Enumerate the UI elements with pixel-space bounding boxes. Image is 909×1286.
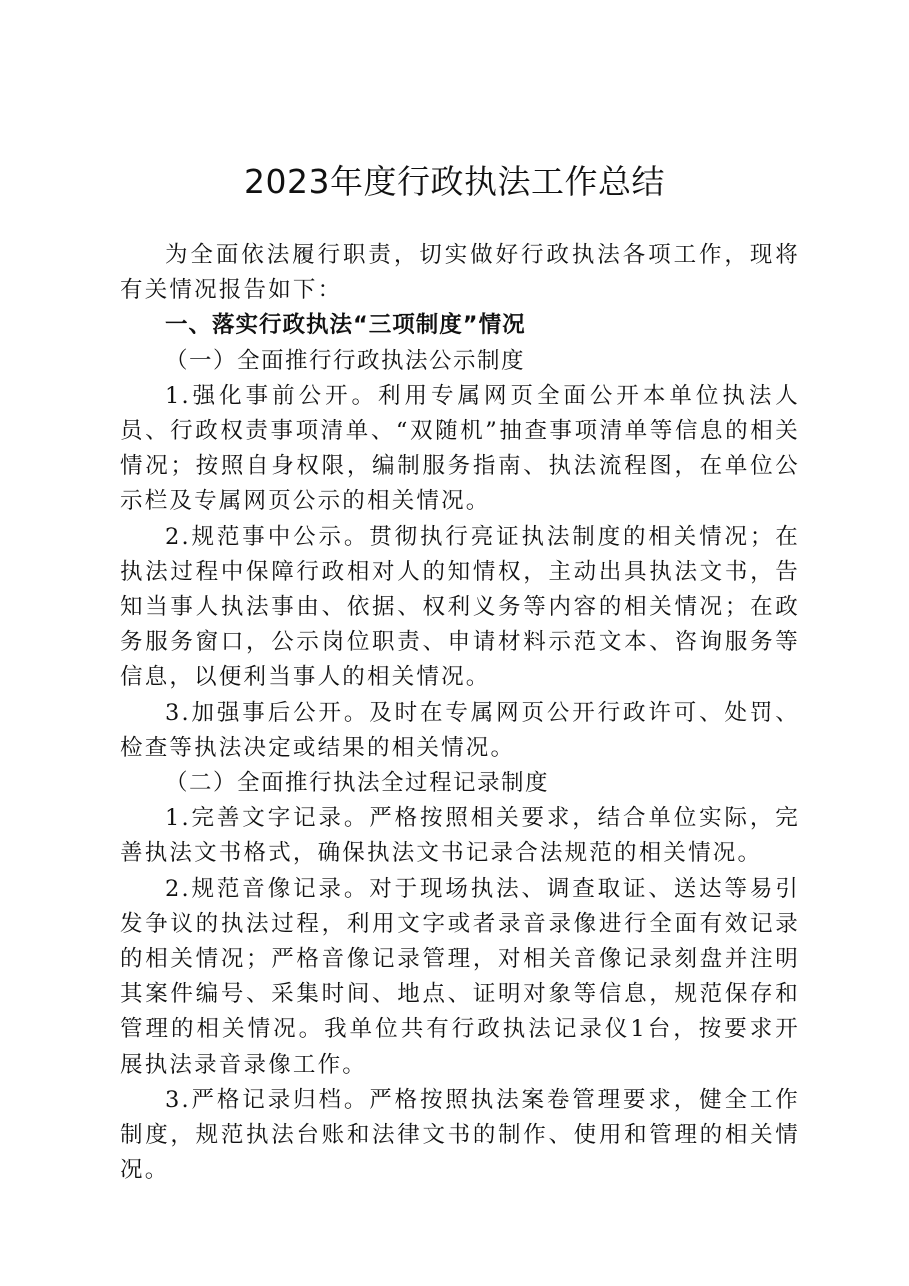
body-paragraph: 2.规范事中公示。贯彻执行亮证执法制度的相关情况；在执法过程中保障行政相对人的知情权，主动出具执法文书，告知当事人执法事由、依据、权利义务等内容的相关情况；在政务服务窗口，公示岗位职责、申请材料示范文本、咨询服务等信息，以便利当事人的相关情况。: [120, 523, 800, 691]
body-paragraph: 3.加强事后公开。及时在专属网页公开行政许可、处罚、检查等执法决定或结果的相关情况。: [120, 699, 800, 761]
subsection-heading: （一）全面推行行政执法公示制度: [165, 347, 526, 374]
body-paragraph: 2.规范音像记录。对于现场执法、调查取证、送达等易引发争议的执法过程，利用文字或者录音录像进行全面有效记录的相关情况；严格音像记录管理，对相关音像记录刻盘并注明其案件编号、采集时间、地点、证明对象等信息，规范保存和管理的相关情况。我单位共有行政执法记录仪1台，按要求开展执法录音录像工作。: [120, 875, 800, 1078]
document-body: [120, 238, 800, 1188]
subsection-heading: （二）全面推行执法全过程记录制度: [165, 770, 550, 797]
intro-paragraph: 为全面依法履行职责，切实做好行政执法各项工作，现将有关情况报告如下：: [120, 242, 800, 304]
body-paragraph: 3.严格记录归档。严格按照执法案卷管理要求，健全工作制度，规范执法台账和法律文书的制作、使用和管理的相关情况。: [120, 1086, 800, 1184]
section-heading: 一、落实行政执法“三项制度”情况: [165, 312, 526, 339]
body-paragraph: 1.完善文字记录。严格按照相关要求，结合单位实际，完善执法文书格式，确保执法文书记录合法规范的相关情况。: [120, 805, 800, 867]
document-title: 2023年度行政执法工作总结: [244, 162, 665, 201]
body-paragraph: 1.强化事前公开。利用专属网页全面公开本单位执法人员、行政权责事项清单、“双随机”抽查事项清单等信息的相关情况；按照自身权限，编制服务指南、执法流程图，在单位公示栏及专属网页公示的相关情况。: [120, 382, 800, 515]
